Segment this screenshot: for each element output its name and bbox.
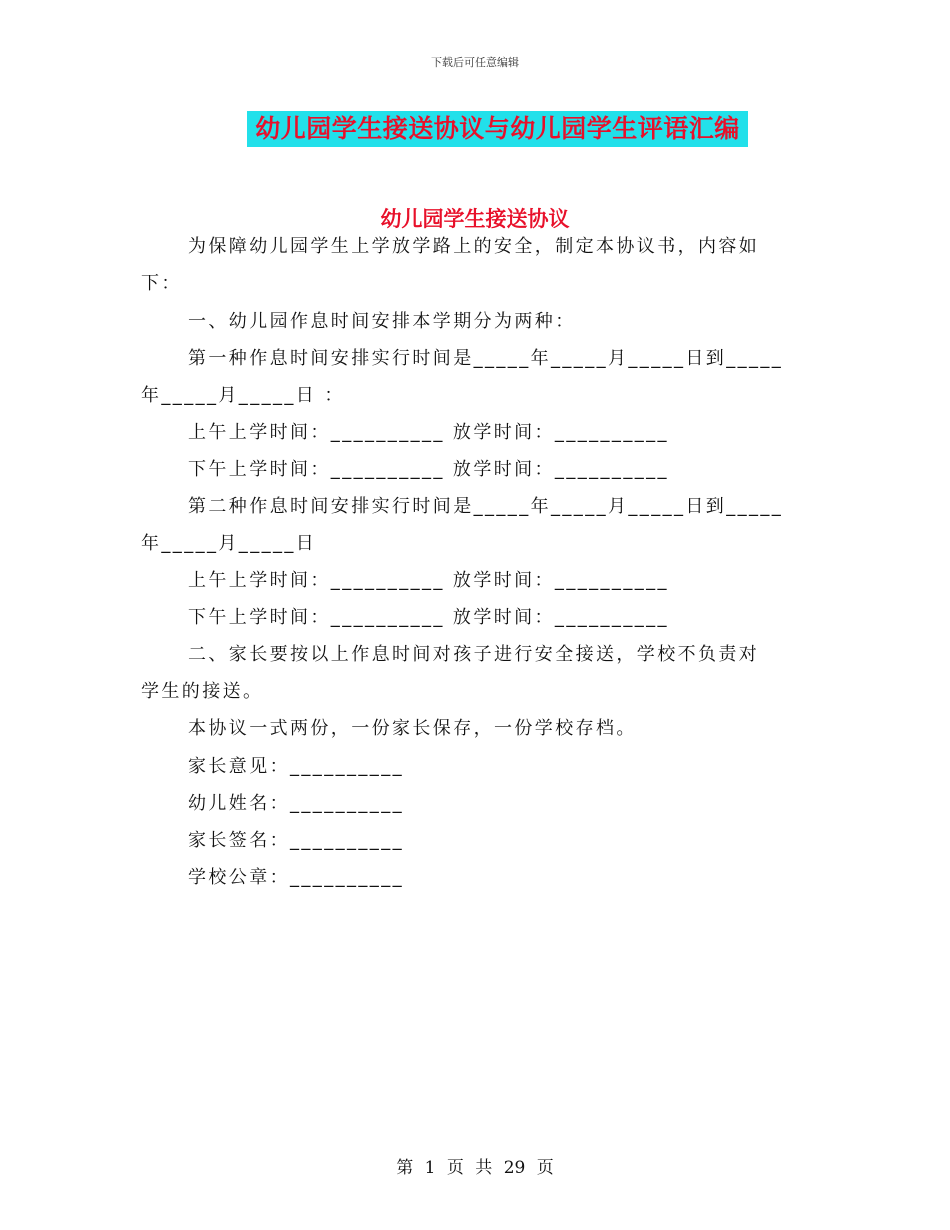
school-seal-field: 学校公章：__________ bbox=[188, 867, 404, 888]
document-title: 幼儿园学生接送协议与幼儿园学生评语汇编 bbox=[247, 111, 748, 147]
schedule-one-period-line-1: 第一种作息时间安排实行时间是_____年_____月_____日到_____ bbox=[188, 348, 784, 369]
clause-one-heading: 一、幼儿园作息时间安排本学期分为两种： bbox=[188, 311, 576, 332]
section-title: 幼儿园学生接送协议 bbox=[380, 206, 570, 231]
page-number-footer: 第 1 页 共 29 页 bbox=[396, 1158, 554, 1178]
schedule-two-afternoon: 下午上学时间：__________ 放学时间：__________ bbox=[188, 607, 669, 628]
schedule-two-period-line-2: 年_____月_____日 bbox=[141, 533, 317, 554]
schedule-two-period-line-1: 第二种作息时间安排实行时间是_____年_____月_____日到_____ bbox=[188, 496, 784, 517]
schedule-two-morning: 上午上学时间：__________ 放学时间：__________ bbox=[188, 570, 669, 591]
intro-line-2: 下： bbox=[141, 273, 182, 294]
schedule-one-period-line-2: 年_____月_____日 ： bbox=[141, 385, 345, 406]
copies-note: 本协议一式两份，一份家长保存，一份学校存档。 bbox=[188, 718, 637, 739]
intro-line-1: 为保障幼儿园学生上学放学路上的安全，制定本协议书，内容如 bbox=[188, 236, 760, 257]
header-note: 下载后可任意编辑 bbox=[431, 56, 519, 69]
child-name-field: 幼儿姓名：__________ bbox=[188, 793, 404, 814]
schedule-one-morning: 上午上学时间：__________ 放学时间：__________ bbox=[188, 422, 669, 443]
parent-signature-field: 家长签名：__________ bbox=[188, 830, 404, 851]
clause-two-line-2: 学生的接送。 bbox=[141, 681, 264, 702]
schedule-one-afternoon: 下午上学时间：__________ 放学时间：__________ bbox=[188, 459, 669, 480]
parent-opinion-field: 家长意见：__________ bbox=[188, 756, 404, 777]
clause-two-line-1: 二、家长要按以上作息时间对孩子进行安全接送，学校不负责对 bbox=[188, 644, 760, 665]
